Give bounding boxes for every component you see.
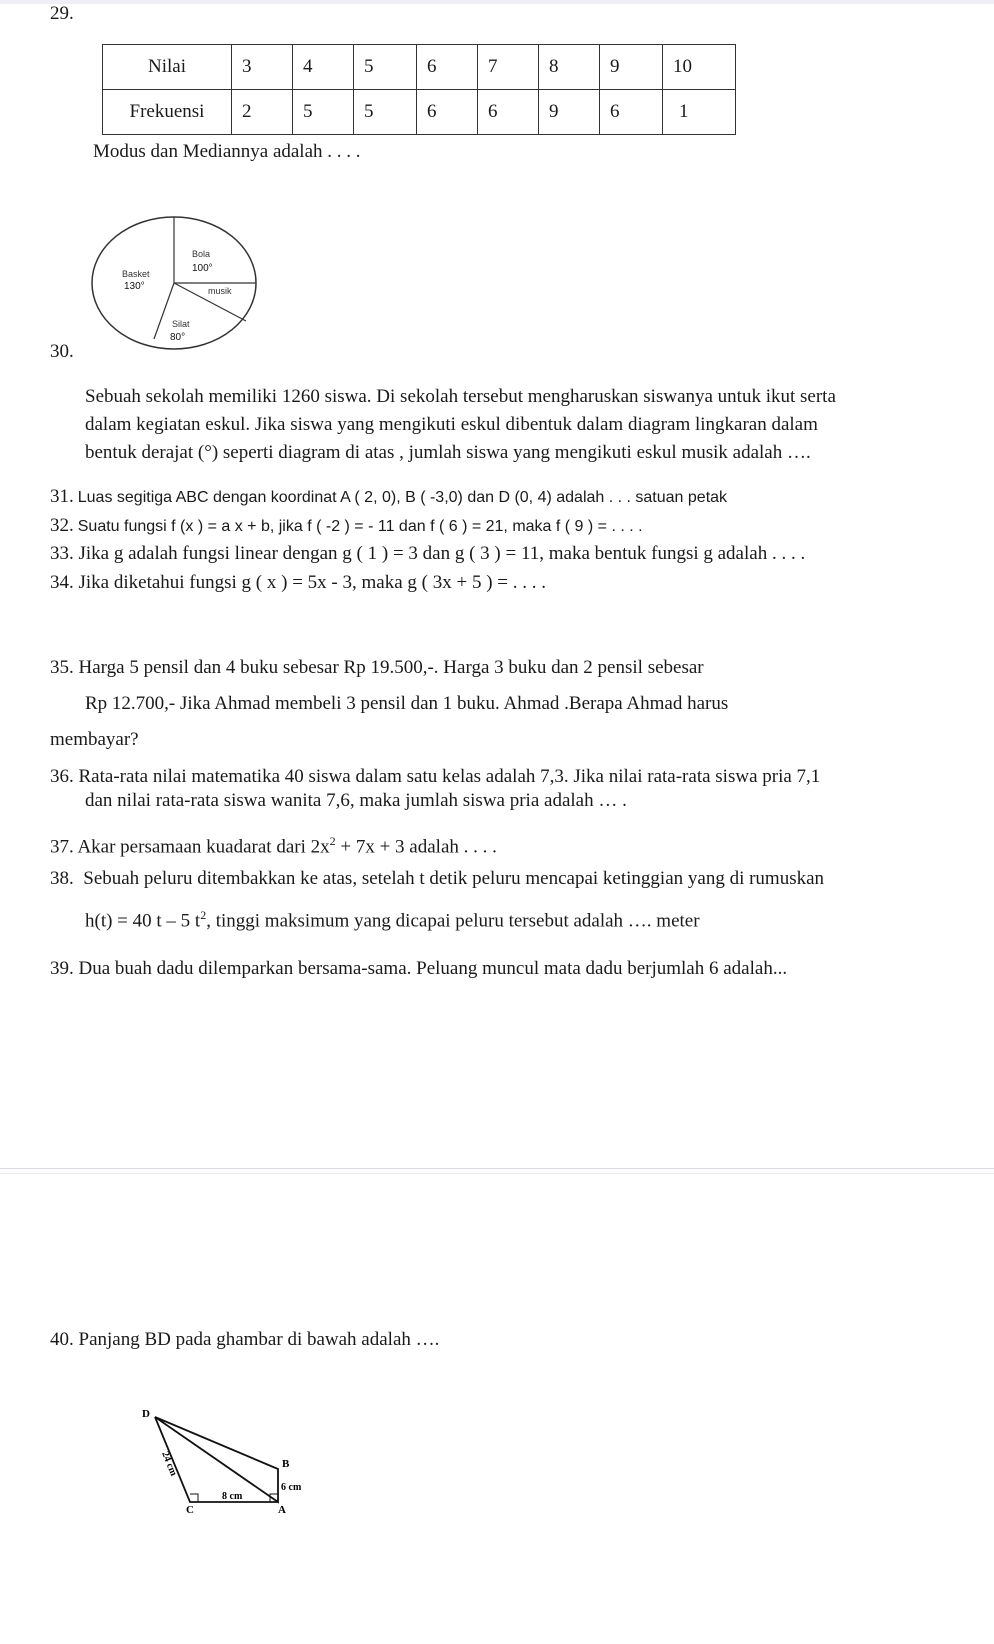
pie-label-bola: Bola [192,249,211,259]
q40-number: 40. [50,1329,74,1350]
q35-text: Harga 5 pensil dan 4 buku sebesar Rp 19.500,-. Harga 3 buku dan 2 pensil sebesar [78,657,704,678]
q32-text: Suatu fungsi f (x ) = a x + b, jika f ( -2 ) = - 11 dan f ( 6 ) = 21, maka f ( 9 ) = . . . . [77,518,643,535]
q38-exponent: 2 [200,908,207,922]
q35-number: 35. [50,657,74,678]
table-cell: 5 [354,90,417,135]
page-separator [0,1173,994,1174]
q38-line1 [50,867,824,891]
q38-line2 [85,903,700,933]
q36-number: 36. [50,766,74,787]
table-cell: 5 [354,45,417,90]
q35-line1 [50,656,704,680]
q31-text: Luas segitiga ABC dengan koordinat A ( 2, 0), B ( -3,0) dan D (0, 4) adalah . . . satuan petak [77,489,728,506]
q38-formula: h(t) = 40 t – 5 t [85,910,201,932]
table-cell: 6 [478,90,539,135]
q32-number: 32. [50,515,74,536]
table-cell: 4 [293,45,354,90]
q33-text: Jika g adalah fungsi linear dengan g ( 1 ) = 3 dan g ( 3 ) = 11, maka bentuk fungsi g adalah . . . . [78,543,806,564]
table-cell: 1 [663,90,736,135]
q40 [50,1328,439,1352]
q29-number: 29. [50,3,74,24]
q37-suffix: + 7x + 3 adalah . . . . [335,836,497,858]
q30-line: bentuk derajat (°) seperti diagram di atas , jumlah siswa yang mengikuti eskul musik adalah …. [85,442,811,463]
q35-line3: membayar? [50,729,139,750]
q31-number: 31. [50,486,74,507]
q33-number: 33. [50,543,74,564]
q37 [50,829,497,859]
pie-value-bola: 100° [192,263,213,274]
pie-label-basket: Basket [122,269,150,279]
table-cell: 10 [663,45,736,90]
q39-number: 39. [50,958,74,979]
q30-paragraph [85,383,836,467]
q30-number: 30. [50,341,74,362]
page-separator [0,1168,994,1169]
q30-line: dalam kegiatan eskul. Jika siswa yang mengikuti eskul dibentuk dalam diagram lingkaran dalam [85,414,818,435]
q40-text: Panjang BD pada ghambar di bawah adalah …. [78,1329,440,1350]
q29-question: Modus dan Mediannya adalah . . . . [93,141,361,162]
q34 [50,571,546,595]
q37-exponent: 2 [329,834,336,848]
q33 [50,542,805,566]
q38-text: Sebuah peluru ditembakkan ke atas, setelah t detik peluru mencapai ketinggian yang di rumuskan [83,868,825,889]
q38-number: 38. [50,868,74,889]
q31 [50,485,727,509]
q38-rest: , tinggi maksimum yang dicapai peluru tersebut adalah …. meter [206,910,700,932]
vertex-label-b: B [282,1458,290,1470]
table-row [103,90,736,135]
q37-prefix: Akar persamaan kuadarat dari 2x [77,836,330,858]
pie-value-silat: 80° [170,332,186,343]
table-cell: 7 [478,45,539,90]
length-label-ca: 8 cm [222,1491,243,1502]
length-label-ab: 6 cm [281,1482,302,1493]
q36-text: Rata-rata nilai matematika 40 siswa dalam satu kelas adalah 7,3. Jika nilai rata-rata siswa pria 7,1 [78,766,821,787]
table-header-frekuensi: Frekuensi [103,90,232,135]
pie-label-silat: Silat [172,319,190,329]
table-cell: 3 [232,45,293,90]
table-cell: 6 [600,90,663,135]
vertex-label-c: C [186,1504,194,1515]
vertex-label-a: A [278,1504,286,1515]
table-cell: 9 [539,90,600,135]
right-angle-mark-c [190,1494,198,1502]
q39 [50,957,787,981]
q34-number: 34. [50,572,74,593]
triangle-figure [130,1405,320,1515]
table-cell: 9 [600,45,663,90]
q30-line: Sebuah sekolah memiliki 1260 siswa. Di sekolah tersebut mengharuskan siswanya untuk ikut serta [85,386,836,407]
table-cell: 5 [293,90,354,135]
table-header-nilai: Nilai [103,45,232,90]
pie-label-musik: musik [208,286,232,296]
table-cell: 2 [232,90,293,135]
q36-line2: dan nilai rata-rata siswa wanita 7,6, maka jumlah siswa pria adalah … . [85,790,627,811]
length-label-dc: 24 cm [159,1450,179,1478]
table-cell: 8 [539,45,600,90]
table-cell: 6 [417,90,478,135]
pie-value-basket: 130° [124,281,145,292]
vertex-label-d: D [142,1408,150,1420]
frequency-table [102,44,736,135]
q36-line1 [50,765,820,789]
pie-chart [88,215,263,355]
q35-line2: Rp 12.700,- Jika Ahmad membeli 3 pensil dan 1 buku. Ahmad .Berapa Ahmad harus [85,693,729,714]
table-cell: 6 [417,45,478,90]
q32 [50,514,643,538]
q34-text: Jika diketahui fungsi g ( x ) = 5x - 3, maka g ( 3x + 5 ) = . . . . [78,572,546,593]
top-border [0,0,994,4]
q39-text: Dua buah dadu dilemparkan bersama-sama. Peluang muncul mata dadu berjumlah 6 adalah... [78,958,788,979]
q37-number: 37. [50,836,74,858]
table-row [103,45,736,90]
